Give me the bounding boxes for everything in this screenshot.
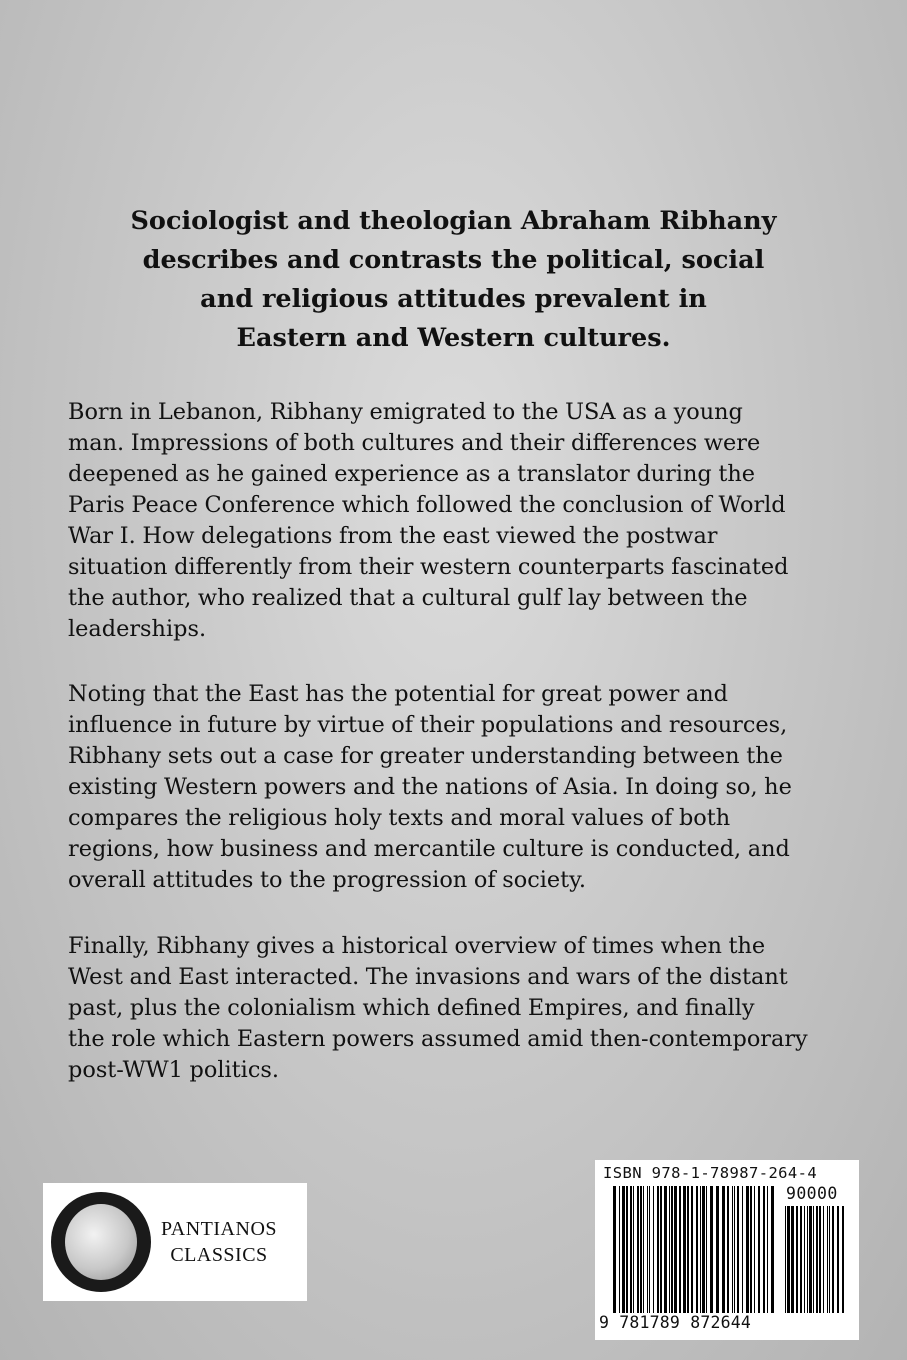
- isbn-label: ISBN 978-1-78987-264-4: [603, 1164, 818, 1182]
- price-code: 90000: [786, 1184, 838, 1203]
- barcode-stripe: [671, 1186, 673, 1313]
- paragraph-thesis: [68, 679, 848, 896]
- text-line: deepened as he gained experience as a translator during the: [68, 461, 756, 487]
- barcode-stripe: [737, 1186, 739, 1313]
- barcode-stripe: [647, 1186, 648, 1313]
- text-line: regions, how business and mercantile culture is conducted, and: [68, 836, 790, 862]
- barcode-stripe: [687, 1186, 689, 1313]
- barcode-stripe: [643, 1186, 644, 1313]
- blurb-line: Sociologist and theologian Abraham Ribhany: [130, 206, 777, 236]
- barcode-stripe: [742, 1186, 743, 1313]
- barcode-stripe: [696, 1186, 698, 1313]
- publisher-name-line: PANTIANOS: [161, 1218, 278, 1240]
- publisher-name-line: CLASSICS: [170, 1244, 268, 1266]
- text-line: the author, who realized that a cultural gulf lay between the: [68, 585, 748, 611]
- barcode-stripe: [622, 1186, 625, 1313]
- text-line: War I. How delegations from the east viewed the postwar: [68, 523, 718, 549]
- barcode-addon-bars: [785, 1206, 849, 1313]
- barcode-stripe: [727, 1186, 729, 1313]
- barcode-stripe: [734, 1186, 735, 1313]
- barcode-stripe: [813, 1206, 814, 1313]
- paragraph-history: [68, 931, 848, 1086]
- text-line: man. Impressions of both cultures and their differences were: [68, 430, 761, 456]
- barcode-stripe: [791, 1206, 794, 1313]
- barcode-stripe: [807, 1206, 808, 1313]
- barcode-stripe: [633, 1186, 634, 1313]
- text-line: West and East interacted. The invasions and wars of the distant: [68, 964, 788, 990]
- barcode-stripe: [630, 1186, 632, 1313]
- barcode-stripe: [800, 1206, 802, 1313]
- barcode-stripe: [649, 1186, 650, 1313]
- blurb: [90, 202, 817, 358]
- barcode-stripe: [637, 1186, 639, 1313]
- barcode-stripe: [763, 1186, 765, 1313]
- barcode-stripe: [754, 1186, 755, 1313]
- publisher-name: [161, 1216, 277, 1268]
- text-line: existing Western powers and the nations of Asia. In doing so, he: [68, 774, 792, 800]
- barcode-stripe: [664, 1186, 667, 1313]
- barcode-stripe: [653, 1186, 654, 1313]
- text-line: influence in future by virtue of their populations and resources,: [68, 712, 788, 738]
- barcode-stripe: [660, 1186, 662, 1313]
- barcode-stripe: [640, 1186, 642, 1313]
- barcode-stripe: [716, 1186, 719, 1313]
- barcode-stripe: [700, 1186, 701, 1313]
- barcode-bars: [613, 1186, 777, 1313]
- barcode-stripe: [657, 1186, 659, 1313]
- text-line: past, plus the colonialism which defined Empires, and finally: [68, 995, 755, 1021]
- barcode-stripe: [827, 1206, 828, 1313]
- text-line: Noting that the East has the potential for great power and: [68, 681, 728, 707]
- text-line: the role which Eastern powers assumed amid then-contemporary: [68, 1026, 808, 1052]
- isbn-barcode: [595, 1160, 859, 1340]
- barcode-stripe: [702, 1186, 705, 1313]
- text-line: compares the religious holy texts and moral values of both: [68, 805, 731, 831]
- barcode-digits: 9 781789 872644: [599, 1313, 752, 1332]
- text-line: overall attitudes to the progression of society.: [68, 867, 586, 893]
- barcode-stripe: [787, 1206, 790, 1313]
- barcode-stripe: [732, 1186, 733, 1313]
- paragraph-biography: [68, 397, 848, 645]
- text-line: post-WW1 politics.: [68, 1057, 279, 1083]
- barcode-stripe: [691, 1186, 693, 1313]
- barcode-stripe: [771, 1186, 774, 1313]
- text-line: situation differently from their western counterparts fascinated: [68, 554, 789, 580]
- barcode-stripe: [823, 1206, 824, 1313]
- barcode-stripe: [710, 1186, 713, 1313]
- barcode-stripe: [796, 1206, 798, 1313]
- barcode-stripe: [706, 1186, 707, 1313]
- barcode-stripe: [832, 1206, 834, 1313]
- barcode-stripe: [669, 1186, 670, 1313]
- text-line: Born in Lebanon, Ribhany emigrated to the USA as a young: [68, 399, 743, 425]
- barcode-stripe: [619, 1186, 620, 1313]
- blurb-line: Eastern and Western cultures.: [236, 323, 671, 353]
- barcode-stripe: [758, 1186, 760, 1313]
- barcode-stripe: [809, 1206, 812, 1313]
- barcode-stripe: [626, 1186, 628, 1313]
- barcode-stripe: [767, 1186, 768, 1313]
- text-line: Finally, Ribhany gives a historical overview of times when the: [68, 933, 766, 959]
- barcode-stripe: [816, 1206, 818, 1313]
- blurb-line: describes and contrasts the political, social: [142, 245, 765, 275]
- barcode-stripe: [785, 1206, 786, 1313]
- barcode-stripe: [746, 1186, 749, 1313]
- barcode-stripe: [837, 1206, 839, 1313]
- barcode-stripe: [674, 1186, 677, 1313]
- blurb-line: and religious attitudes prevalent in: [200, 284, 707, 314]
- barcode-stripe: [750, 1186, 752, 1313]
- barcode-stripe: [842, 1206, 844, 1313]
- barcode-stripe: [679, 1186, 681, 1313]
- text-line: leaderships.: [68, 616, 207, 642]
- barcode-stripe: [683, 1186, 686, 1313]
- barcode-stripe: [613, 1186, 616, 1313]
- barcode-stripe: [804, 1206, 805, 1313]
- coin-face: [65, 1204, 137, 1280]
- barcode-stripe: [819, 1206, 821, 1313]
- barcode-stripe: [829, 1206, 830, 1313]
- barcode-stripe: [722, 1186, 725, 1313]
- coin-portrait-icon: [51, 1192, 151, 1292]
- text-line: Ribhany sets out a case for greater understanding between the: [68, 743, 783, 769]
- text-line: Paris Peace Conference which followed the conclusion of World: [68, 492, 786, 518]
- publisher-logo: [43, 1183, 307, 1301]
